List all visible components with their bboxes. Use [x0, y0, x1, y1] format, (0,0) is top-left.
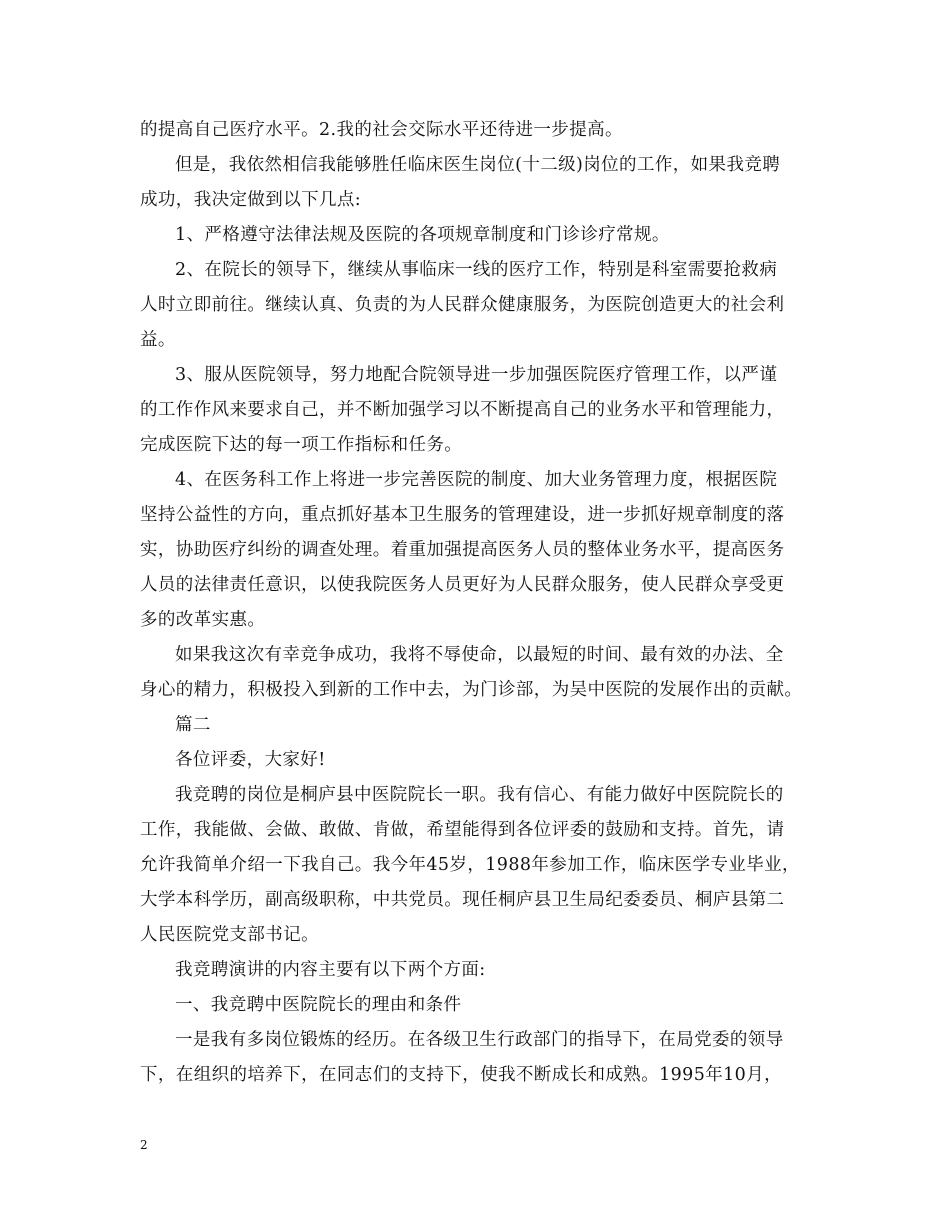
- text-line: 各位评委，大家好!: [175, 750, 326, 770]
- text-line: 4、在医务科工作上将进一步完善医院的制度、加大业务管理力度，根据医院: [175, 470, 778, 490]
- text-line: 完成医院下达的每一项工作指标和任务。: [140, 435, 463, 455]
- text-line: 3、服从医院领导，努力地配合院领导进一步加强医院医疗管理工作，以严谨: [175, 365, 778, 385]
- text-line: 工作，我能做、会做、敢做、肯做，希望能得到各位评委的鼓励和支持。首先，请: [140, 820, 785, 840]
- text-line: 坚持公益性的方向，重点抓好基本卫生服务的管理建设，进一步抓好规章制度的落: [140, 505, 785, 525]
- text-line: 2、在院长的领导下，继续从事临床一线的医疗工作，特别是科室需要抢救病: [175, 260, 778, 280]
- text-line: 允许我简单介绍一下我自己。我今年45岁，1988年参加工作，临床医学专业毕业，: [140, 855, 800, 875]
- text-line: 人民医院党支部书记。: [140, 925, 319, 945]
- text-line: 下，在组织的培养下，在同志们的支持下，使我不断成长和成熟。1995年10月，: [140, 1065, 783, 1085]
- text-line: 多的改革实惠。: [140, 610, 266, 630]
- text-line: 成功，我决定做到以下几点:: [140, 190, 362, 210]
- text-line: 的提高自己医疗水平。2.我的社会交际水平还待进一步提高。: [140, 120, 623, 140]
- page-number: 2: [140, 1138, 148, 1152]
- section-heading: 篇二: [175, 715, 211, 735]
- text-line: 身心的精力，积极投入到新的工作中去，为门诊部，为吴中医院的发展作出的贡献。: [140, 680, 803, 700]
- text-line: 人时立即前往。继续认真、负责的为人民群众健康服务，为医院创造更大的社会利: [140, 295, 785, 315]
- text-line: 一是我有多岗位锻炼的经历。在各级卫生行政部门的指导下，在局党委的领导: [175, 1030, 784, 1050]
- text-line: 我竞聘演讲的内容主要有以下两个方面:: [175, 960, 486, 980]
- text-line: 大学本科学历，副高级职称，中共党员。现任桐庐县卫生局纪委委员、桐庐县第二: [140, 890, 785, 910]
- text-line: 1、严格遵守法律法规及医院的各项规章制度和门诊诊疗常规。: [175, 225, 670, 245]
- text-line: 我竞聘的岗位是桐庐县中医院院长一职。我有信心、有能力做好中医院院长的: [175, 785, 784, 805]
- text-line: 一、我竞聘中医院院长的理由和条件: [175, 995, 462, 1015]
- text-line: 如果我这次有幸竞争成功，我将不辱使命，以最短的时间、最有效的办法、全: [175, 645, 784, 665]
- text-line: 但是，我依然相信我能够胜任临床医生岗位(十二级)岗位的工作，如果我竞聘: [175, 155, 781, 175]
- text-line: 实，协助医疗纠纷的调查处理。着重加强提高医务人员的整体业务水平，提高医务: [140, 540, 785, 560]
- text-line: 益。: [140, 330, 176, 350]
- text-line: 人员的法律责任意识，以使我院医务人员更好为人民群众服务，使人民群众享受更: [140, 575, 785, 595]
- text-line: 的工作作风来要求自己，并不断加强学习以不断提高自己的业务水平和管理能力，: [140, 400, 785, 420]
